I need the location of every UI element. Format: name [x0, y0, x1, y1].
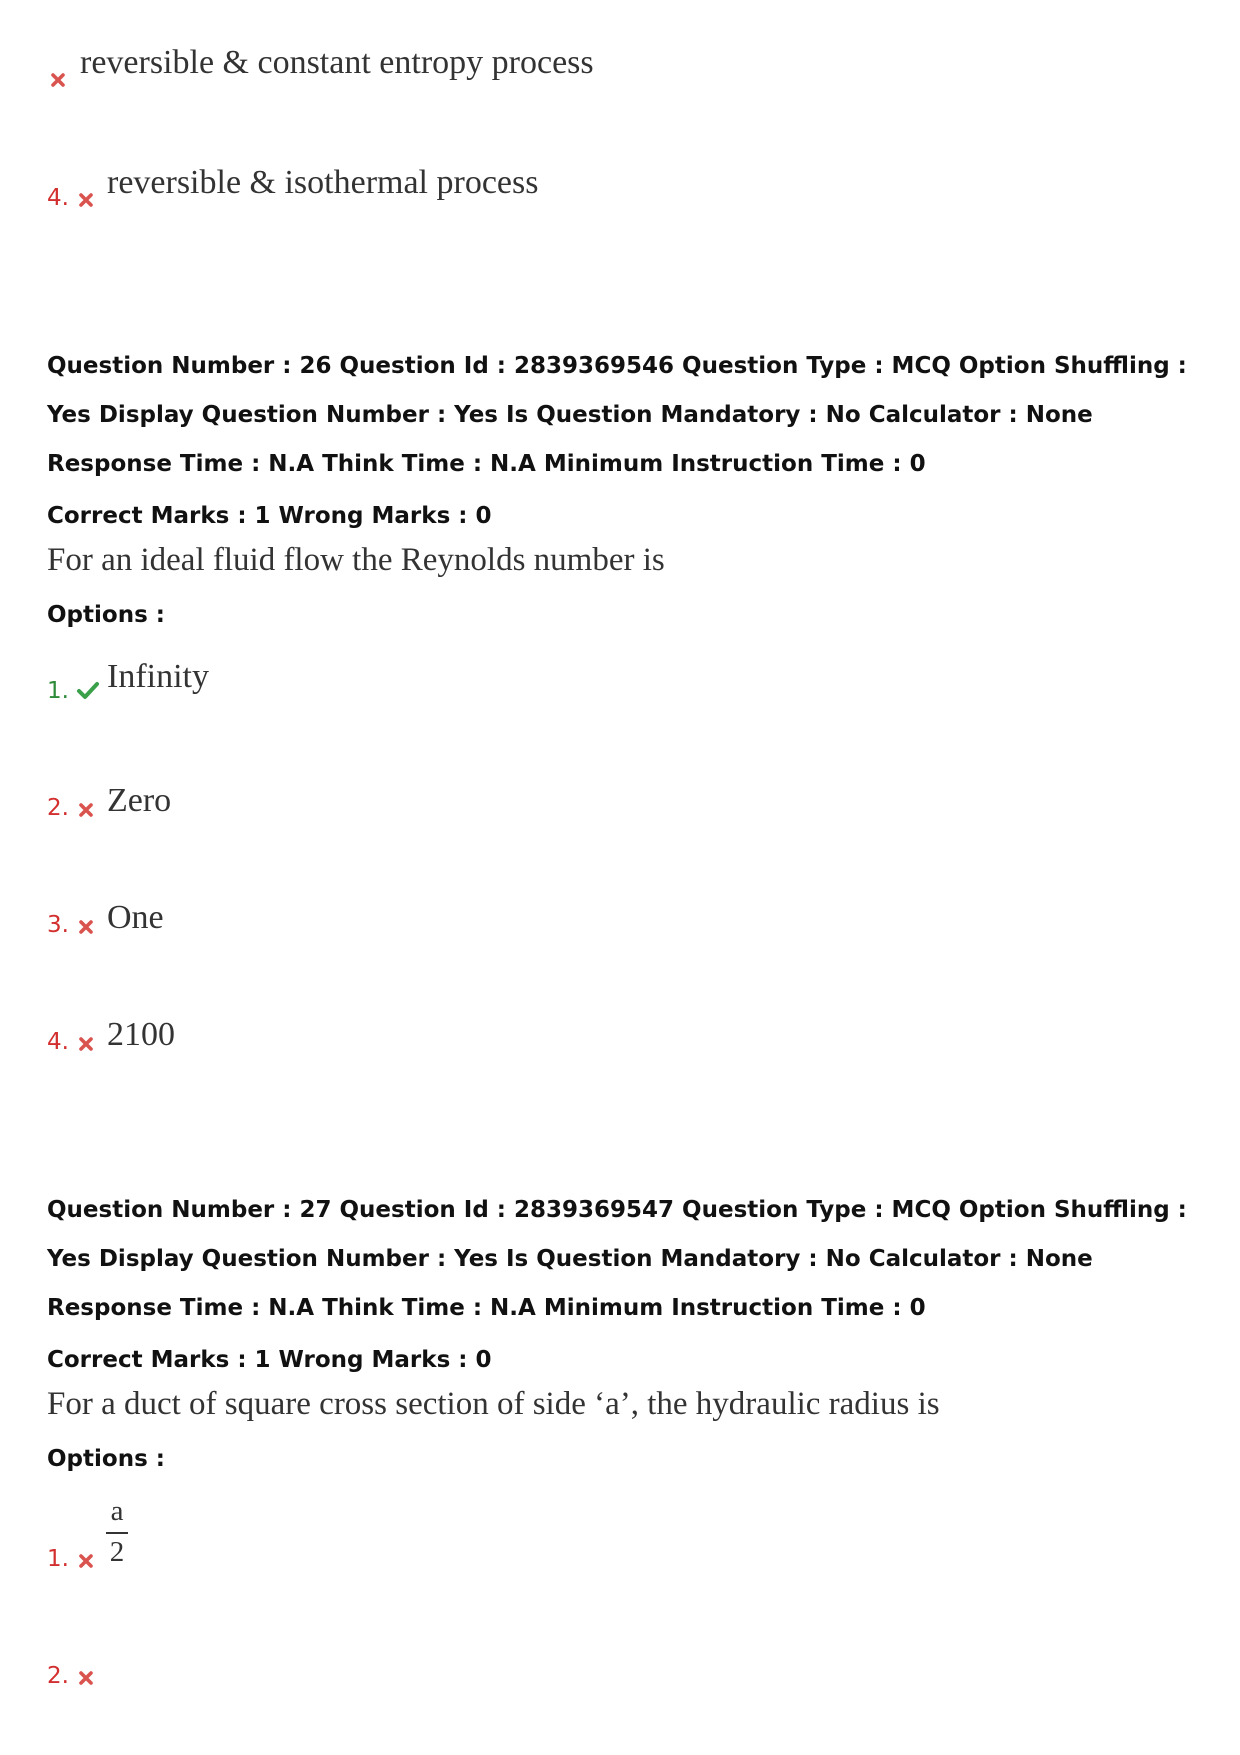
cross-icon [78, 1553, 94, 1573]
cross-icon [78, 1670, 94, 1690]
fraction-denominator: 2 [109, 1535, 125, 1568]
options-label: Options : [47, 1446, 165, 1472]
question-text: For an ideal fluid flow the Reynolds number is [47, 542, 665, 578]
option-number: 2. [47, 795, 69, 821]
option-text: 2100 [107, 1016, 175, 1053]
cross-icon [78, 192, 94, 212]
option-text: Infinity [107, 658, 209, 695]
question-text: For a duct of square cross section of side ‘a’, the hydraulic radius is [47, 1386, 940, 1422]
cross-icon [78, 1036, 94, 1056]
option-number: 1. [47, 1546, 69, 1572]
option-text: reversible & constant entropy process [80, 44, 594, 81]
question-meta: Question Number : 27 Question Id : 2839369547 Question Type : MCQ Option Shuffling : Yes Display Question Number : Yes Is Question Mandatory : No Calculator : None Response Time : N.A Think Time : N.A Minimum Instruction Time : 0 [47, 1197, 1187, 1321]
option-number: 1. [47, 678, 69, 704]
options-label: Options : [47, 602, 165, 628]
question-meta: Question Number : 26 Question Id : 2839369546 Question Type : MCQ Option Shuffling : Yes Display Question Number : Yes Is Question Mandatory : No Calculator : None Response Time : N.A Think Time : N.A Minimum Instruction Time : 0 [47, 353, 1187, 477]
cross-icon [78, 802, 94, 822]
option-text: Zero [107, 782, 172, 819]
fraction [106, 1496, 128, 1569]
option-number: 3. [47, 912, 69, 938]
question-marks: Correct Marks : 1 Wrong Marks : 0 [47, 1347, 492, 1373]
option-number: 4. [47, 1029, 69, 1055]
fraction-numerator: a [110, 1495, 124, 1527]
fraction-bar [106, 1532, 128, 1534]
option-text: reversible & isothermal process [107, 164, 539, 201]
cross-icon [50, 72, 66, 92]
option-text: One [107, 899, 164, 936]
question-marks: Correct Marks : 1 Wrong Marks : 0 [47, 503, 492, 529]
check-icon [76, 680, 100, 704]
cross-icon [78, 919, 94, 939]
option-number: 2. [47, 1663, 69, 1689]
option-number: 4. [47, 185, 69, 211]
